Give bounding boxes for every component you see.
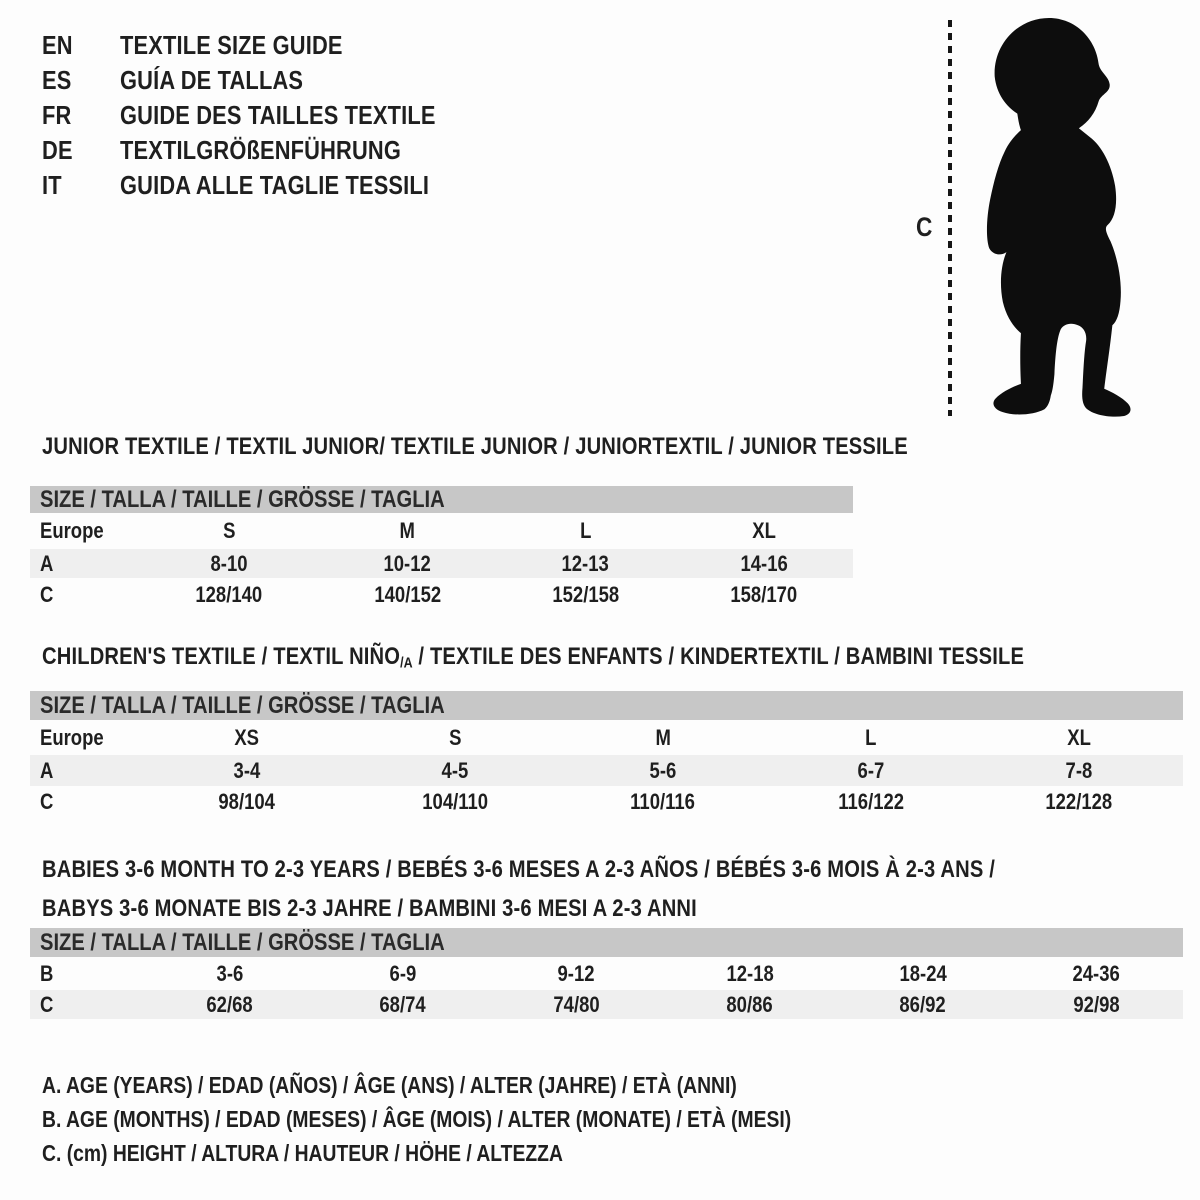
table-cell: 116/122	[838, 789, 904, 814]
table-cell: 122/128	[1045, 789, 1113, 814]
table-cell: 62/68	[206, 991, 253, 1017]
table-cell: B	[40, 960, 54, 986]
table-cell: 3-6	[216, 960, 244, 986]
table-cell: 80/86	[726, 991, 773, 1017]
language-code: FR	[42, 100, 72, 130]
table-cell: 14-16	[740, 550, 788, 576]
table-cell: 4-5	[441, 757, 469, 783]
table-cell: 6-7	[857, 757, 885, 783]
table-cell: 8-10	[210, 550, 248, 576]
height-measure-label: C	[916, 212, 933, 242]
table-cell: L	[865, 724, 877, 750]
measurement-legend	[42, 1068, 934, 1170]
guide-title-de: TEXTILGRÖßENFÜHRUNG	[120, 135, 402, 165]
table-cell: 7-8	[1065, 757, 1093, 783]
guide-title-es: GUÍA DE TALLAS	[120, 65, 304, 95]
table-cell: Europe	[40, 518, 104, 543]
language-code: ES	[42, 65, 72, 95]
table-cell: 74/80	[553, 991, 600, 1017]
children-size-table	[30, 691, 1183, 818]
language-row-it	[42, 168, 496, 203]
table-cell: 152/158	[552, 581, 620, 607]
table-row-height-cm	[30, 990, 1183, 1019]
table-row-europe	[30, 513, 853, 549]
children-section-title: CHILDREN'S TEXTILE / TEXTIL NIÑO/A / TEXTILE DES ENFANTS / KINDERTEXTIL / BAMBINI TESSILE	[42, 643, 1025, 672]
table-row-height-cm	[30, 578, 853, 611]
table-cell: 98/104	[218, 789, 276, 814]
height-dashed-line	[948, 20, 952, 416]
language-code: EN	[42, 30, 73, 60]
table-cell: 92/98	[1073, 991, 1120, 1017]
table-cell: 10-12	[383, 550, 432, 576]
guide-title-it: GUIDA ALLE TAGLIE TESSILI	[120, 170, 430, 200]
table-cell: M	[655, 724, 671, 750]
table-cell: 6-9	[389, 960, 417, 986]
size-header-bar	[30, 486, 853, 513]
table-cell: XL	[752, 518, 776, 543]
size-header-label: SIZE / TALLA / TAILLE / GRÖSSE / TAGLIA	[40, 928, 445, 956]
table-cell: 158/170	[730, 581, 798, 607]
guide-title-fr: GUIDE DES TAILLES TEXTILE	[120, 100, 436, 130]
language-row-fr	[42, 98, 496, 133]
junior-section-title: JUNIOR TEXTILE / TEXTIL JUNIOR/ TEXTILE JUNIOR / JUNIORTEXTIL / JUNIOR TESSILE	[42, 433, 908, 460]
language-row-en	[42, 28, 496, 63]
table-cell: Europe	[40, 724, 104, 750]
babies-section-title-line2: BABYS 3-6 MONATE BIS 2-3 JAHRE / BAMBINI 3-6 MESI A 2-3 ANNI	[42, 895, 697, 922]
table-cell: L	[579, 518, 592, 543]
table-cell: S	[448, 724, 462, 750]
table-cell: 110/116	[630, 789, 696, 814]
table-row-age-years	[30, 755, 1183, 786]
language-row-es	[42, 63, 496, 98]
nino-a-subscript: /A	[400, 655, 413, 672]
table-cell: 3-4	[233, 757, 261, 783]
table-cell: C	[40, 991, 54, 1017]
legend-height-cm: C. (cm) HEIGHT / ALTURA / HAUTEUR / HÖHE / ALTEZZA	[42, 1139, 563, 1166]
table-cell: 18-24	[899, 960, 947, 986]
table-cell: 128/140	[195, 581, 263, 607]
table-row-age-months	[30, 957, 1183, 990]
size-header-bar	[30, 928, 1183, 957]
table-cell: M	[399, 518, 416, 543]
table-cell: 12-13	[561, 550, 610, 576]
table-row-height-cm	[30, 786, 1183, 818]
language-row-de	[42, 133, 496, 168]
size-header-label: SIZE / TALLA / TAILLE / GRÖSSE / TAGLIA	[40, 691, 445, 719]
size-header-label: SIZE / TALLA / TAILLE / GRÖSSE / TAGLIA	[40, 485, 445, 513]
legend-age-months: B. AGE (MONTHS) / EDAD (MESES) / ÂGE (MOIS) / ALTER (MONATE) / ETÀ (MESI)	[42, 1105, 792, 1132]
table-cell: XL	[1067, 724, 1091, 750]
table-cell: 24-36	[1072, 960, 1120, 986]
table-row-age-years	[30, 549, 853, 578]
table-row-europe	[30, 720, 1183, 755]
table-cell: 104/110	[422, 789, 488, 814]
babies-size-table	[30, 928, 1183, 1019]
language-code: DE	[42, 135, 73, 165]
language-code: IT	[42, 170, 62, 200]
table-cell: 68/74	[379, 991, 427, 1017]
toddler-silhouette-icon	[963, 16, 1135, 418]
table-cell: 12-18	[726, 960, 774, 986]
table-cell: 86/92	[899, 991, 947, 1017]
table-cell: 9-12	[557, 960, 595, 986]
language-title-list	[42, 28, 496, 203]
table-cell: XS	[234, 724, 260, 750]
guide-title-en: TEXTILE SIZE GUIDE	[120, 30, 343, 60]
table-cell: 5-6	[649, 757, 677, 783]
babies-section-title-line1: BABIES 3-6 MONTH TO 2-3 YEARS / BEBÉS 3-6 MESES A 2-3 AÑOS / BÉBÉS 3-6 MOIS À 2-3 ANS /	[42, 856, 996, 883]
table-cell: A	[40, 550, 54, 576]
table-cell: A	[40, 757, 54, 783]
table-cell: C	[40, 581, 54, 607]
legend-age-years: A. AGE (YEARS) / EDAD (AÑOS) / ÂGE (ANS) / ALTER (JAHRE) / ETÀ (ANNI)	[42, 1071, 737, 1098]
table-cell: 140/152	[373, 581, 441, 607]
table-cell: C	[40, 789, 54, 814]
junior-size-table	[30, 486, 853, 611]
table-cell: S	[222, 518, 236, 543]
size-header-bar	[30, 691, 1183, 720]
